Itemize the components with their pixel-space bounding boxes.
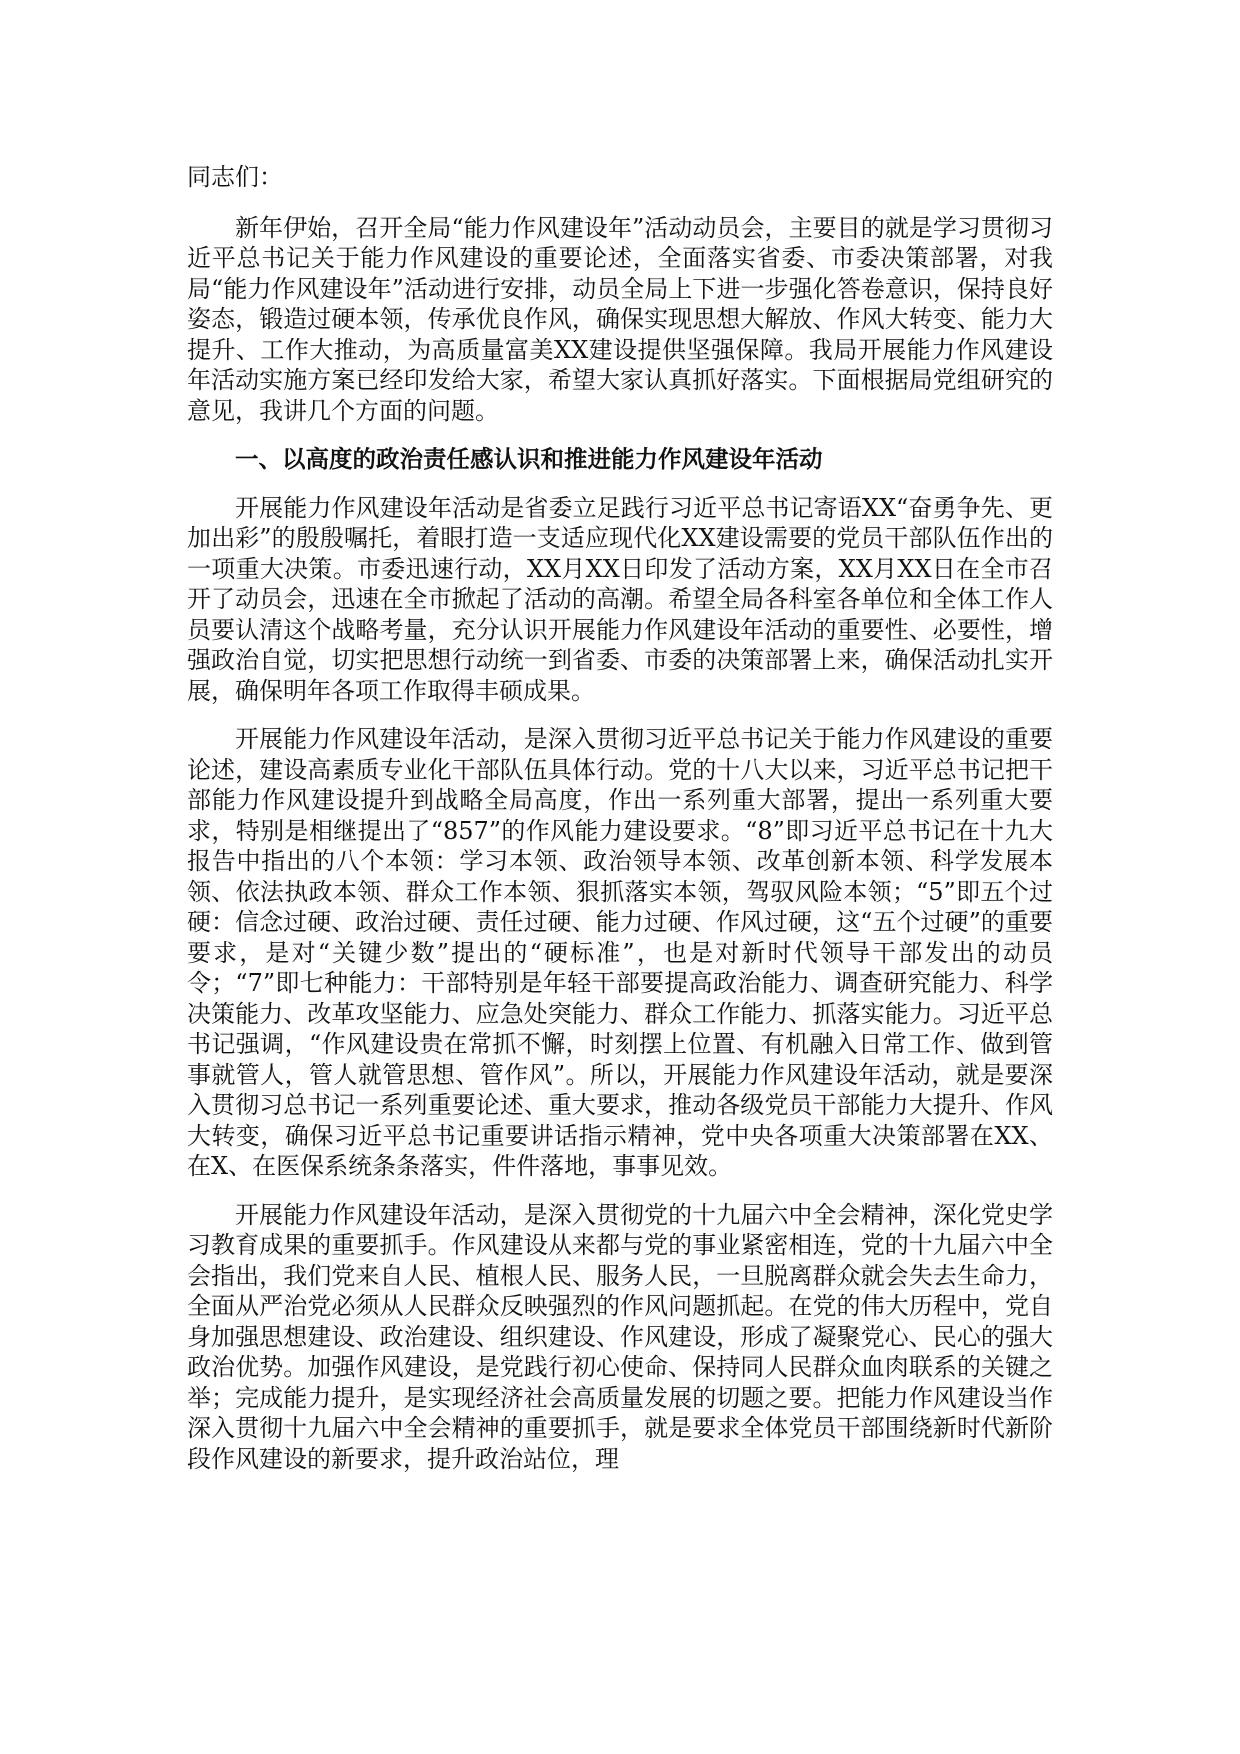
section1-paragraph-2: 开展能力作风建设年活动，是深入贯彻习近平总书记关于能力作风建设的重要论述，建设高素质专业化干部队伍具体行动。党的十八大以来，习近平总书记把干部能力作风建设提升到战略全局高度，作出一系列重大部署，提出一系列重大要求，特别是相继提出了“857”的作风能力建设要求。“8”即习近平总书记在十九大报告中指出的八个本领：学习本领、政治领导本领、改革创新本领、科学发展本领、依法执政本领、群众工作本领、狠抓落实本领，驾驭风险本领；“5”即五个过硬：信念过硬、政治过硬、责任过硬、能力过硬、作风过硬，这“五个过硬”的重要要求，是对“关键少数”提出的“硬标准”，也是对新时代领导干部发出的动员令；“7”即七种能力：干部特别是年轻干部要提高政治能力、调查研究能力、科学决策能力、改革攻坚能力、应急处突能力、群众工作能力、抓落实能力。习近平总书记强调，“作风建设贵在常抓不懈，时刻摆上位置、有机融入日常工作、做到管事就管人，管人就管思想、管作风”。所以，开展能力作风建设年活动，就是要深入贯彻习总书记一系列重要论述、重大要求，推动各级党员干部能力大提升、作风大转变，确保习近平总书记重要讲话指示精神，党中央各项重大决策部署在XX、在X、在医保系统条条落实，件件落地，事事见效。	[187, 725, 1053, 1180]
salutation: 同志们：	[187, 163, 283, 191]
intro-paragraph: 新年伊始，召开全局“能力作风建设年”活动动员会，主要目的就是学习贯彻习近平总书记关于能力作风建设的重要论述，全面落实省委、市委决策部署，对我局“能力作风建设年”活动进行安排，动员全局上下进一步强化答卷意识，保持良好姿态，锻造过硬本领，传承优良作风，确保实现思想大解放、作风大转变、能力大提升、工作大推动，为高质量富美XX建设提供坚强保障。我局开展能力作风建设年活动实施方案已经印发给大家，希望大家认真抓好落实。下面根据局党组研究的意见，我讲几个方面的问题。	[187, 213, 1053, 425]
document-body	[187, 162, 1053, 1492]
section1-paragraph-1: 开展能力作风建设年活动是省委立足践行习近平总书记寄语XX“奋勇争先、更加出彩”的殷殷嘱托，着眼打造一支适应现代化XX建设需要的党员干部队伍作出的一项重大决策。市委迅速行动，XX月XX日印发了活动方案，XX月XX日在全市召开了动员会，迅速在全市掀起了活动的高潮。希望全局各科室各单位和全体工作人员要认清这个战略考量，充分认识开展能力作风建设年活动的重要性、必要性，增强政治自觉，切实把思想行动统一到省委、市委的决策部署上来，确保活动扎实开展，确保明年各项工作取得丰硕成果。	[187, 493, 1053, 705]
section-heading-1: 一、以高度的政治责任感认识和推进能力作风建设年活动	[235, 445, 823, 473]
section1-paragraph-3: 开展能力作风建设年活动，是深入贯彻党的十九届六中全会精神，深化党史学习教育成果的重要抓手。作风建设从来都与党的事业紧密相连，党的十九届六中全会指出，我们党来自人民、植根人民、服务人民，一旦脱离群众就会失去生命力，全面从严治党必须从人民群众反映强烈的作风问题抓起。在党的伟大历程中，党自身加强思想建设、政治建设、组织建设、作风建设，形成了凝聚党心、民心的强大政治优势。加强作风建设，是党践行初心使命、保持同人民群众血肉联系的关键之举；完成能力提升，是实现经济社会高质量发展的切题之要。把能力作风建设当作深入贯彻十九届六中全会精神的重要抓手，就是要求全体党员干部围绕新时代新阶段作风建设的新要求，提升政治站位，理	[187, 1200, 1053, 1473]
